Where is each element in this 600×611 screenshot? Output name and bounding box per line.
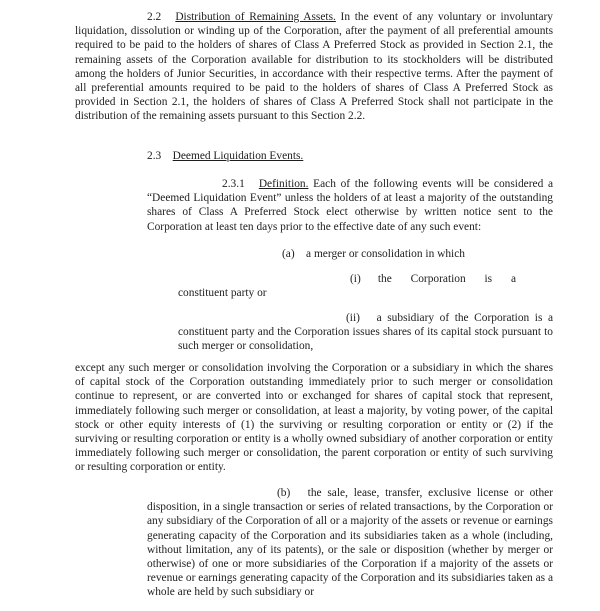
section-2-2-paragraph [75, 10, 553, 124]
item-a [282, 247, 465, 261]
section-2-3-1-number: 2.3.1 [222, 178, 245, 190]
item-b [147, 486, 553, 600]
section-2-2-body: In the event of any voluntary or involuntary liquidation, dissolution or winding up of the Corporation, after the payment of all preferential amounts required to be paid to the holders of shares of Class A Preferred Stock as provided in Section 2.1, the remaining assets of the Corporation available for distribution to its stockholders will be distributed among the holders of Junior Securities, in accordance with their respective terms. After the payment of all preferential amounts required to be paid to the holders of shares of Class A Preferred Stock as provided in Section 2.1, the holders of shares of Class A Preferred Stock shall not participate in the distribution of the remaining assets pursuant to this Section 2.2. [75, 11, 553, 123]
section-2-3-heading [147, 149, 303, 163]
section-2-2-title: Distribution of Remaining Assets. [175, 11, 336, 23]
item-a-i-label: (i) [350, 273, 361, 285]
item-a-ii [178, 311, 553, 354]
section-2-3-1-title: Definition. [258, 178, 309, 190]
item-b-text: the sale, lease, transfer, exclusive license or other disposition, in a single transaction or series of related transactions, by the Corporation or any subsidiary of the Corporation of all or a majority of the assets or revenue or earnings generating capacity of the Corporation and its subsidiaries taken as a whole (including, without limitation, any of its patents), or the sale or disposition (whether by merger or otherwise) of one or more subsidiaries of the Corporation if a majority of the assets or revenue or earnings generating capacity of the Corporation and its subsidiaries taken as a whole are held by such subsidiary or [147, 487, 553, 599]
section-2-3-number: 2.3 [147, 150, 162, 162]
item-a-ii-label: (ii) [346, 312, 360, 324]
item-b-label: (b) [277, 487, 291, 499]
item-a-i-continuation [178, 286, 267, 300]
item-a-i-text: the Corporation is a [377, 273, 517, 285]
item-a-label: (a) [282, 248, 295, 260]
section-2-3-1-paragraph [147, 177, 553, 234]
section-2-3-title: Deemed Liquidation Events. [172, 150, 304, 162]
item-a-i-text-cont: constituent party or [178, 287, 267, 299]
item-a-i [350, 272, 516, 286]
section-2-3-1-body: Each of the following events will be considered a “Deemed Liquidation Event” unless the holders of at least a majority of the outstanding shares of Class A Preferred Stock elect otherwise by written notice sent to the Corporation at least ten days prior to the effective date of any such event: [147, 178, 553, 233]
item-a-ii-text: a subsidiary of the Corporation is a constituent party and the Corporation issues shares of its capital stock pursuant to such merger or consolidation, [178, 312, 553, 353]
item-a-text: a merger or consolidation in which [306, 248, 465, 260]
except-clause-paragraph [75, 361, 553, 475]
section-2-2-number: 2.2 [147, 11, 162, 23]
except-clause-text: except any such merger or consolidation involving the Corporation or a subsidiary in which the shares of capital stock of the Corporation outstanding immediately prior to such merger or consolidation continue to represent, or are converted into or exchanged for shares of capital stock that represent, immediately following such merger or consolidation, at least a majority, by voting power, of the capital stock or other equity interests of (1) the surviving or resulting corporation or entity or (2) if the surviving or resulting corporation or entity is a wholly owned subsidiary of another corporation or entity immediately following such merger or consolidation, the parent corporation or entity of such surviving or resulting corporation or entity. [75, 362, 553, 474]
